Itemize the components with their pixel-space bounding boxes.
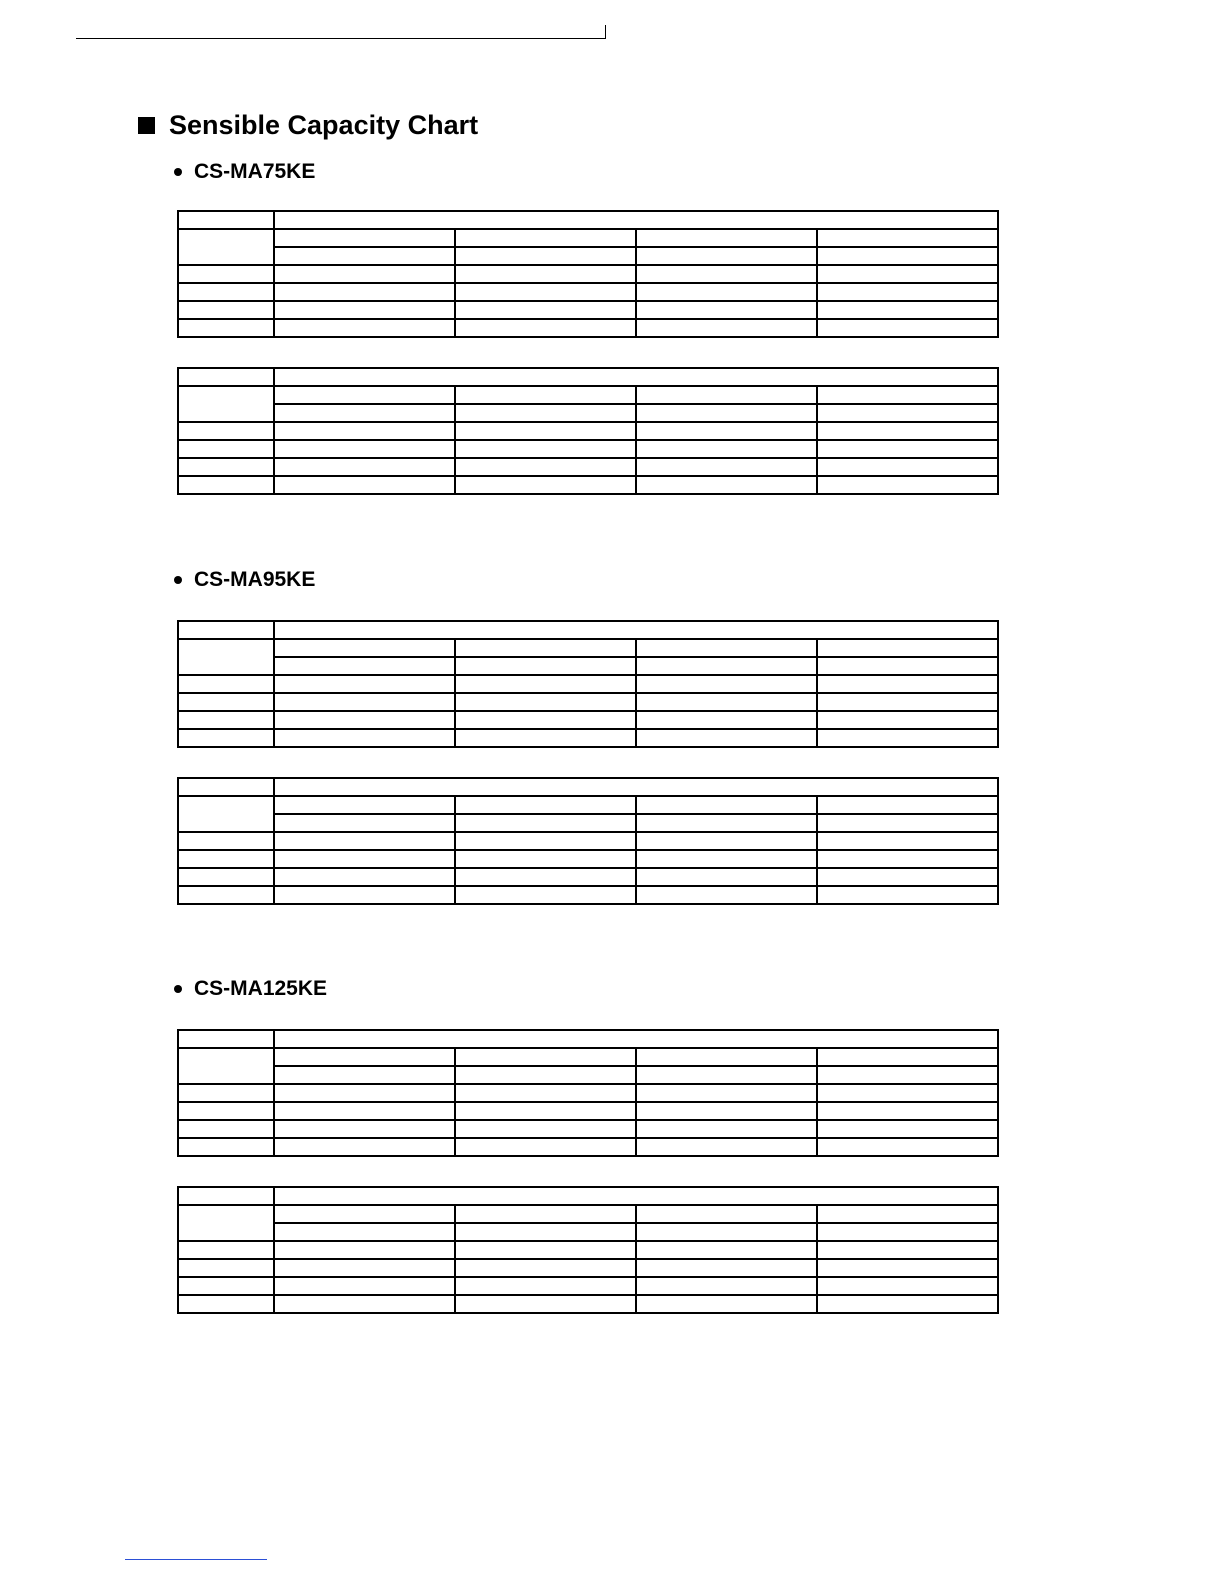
table-row bbox=[178, 422, 998, 440]
table-cell bbox=[178, 868, 274, 886]
header-tick bbox=[605, 25, 606, 38]
table-cell bbox=[455, 458, 636, 476]
table-cell bbox=[817, 1241, 998, 1259]
table-cell bbox=[274, 868, 455, 886]
bullet-dot-icon bbox=[174, 985, 182, 993]
table-cell bbox=[178, 368, 274, 386]
table-row bbox=[178, 1102, 998, 1120]
table-cell bbox=[178, 1241, 274, 1259]
table-cell bbox=[274, 693, 455, 711]
table-cell bbox=[274, 458, 455, 476]
table-row bbox=[178, 1048, 998, 1066]
table-cell bbox=[636, 639, 817, 657]
table-row bbox=[178, 1259, 998, 1277]
table-cell bbox=[817, 319, 998, 337]
table-cell bbox=[817, 729, 998, 747]
table-cell bbox=[455, 886, 636, 904]
table-cell bbox=[636, 386, 817, 404]
model-heading-1 bbox=[174, 158, 315, 186]
table-cell bbox=[274, 1102, 455, 1120]
header-rule bbox=[76, 38, 606, 39]
table-cell bbox=[178, 440, 274, 458]
table-row bbox=[178, 211, 998, 229]
table-cell bbox=[274, 1277, 455, 1295]
table-cell bbox=[178, 675, 274, 693]
table-cell bbox=[274, 639, 455, 657]
table-cell bbox=[455, 1066, 636, 1084]
table-cell bbox=[274, 1205, 455, 1223]
table-cell bbox=[817, 404, 998, 422]
table-header-cell bbox=[274, 778, 998, 796]
table-cell bbox=[455, 1120, 636, 1138]
table-row bbox=[178, 1187, 998, 1205]
table-cell bbox=[274, 1084, 455, 1102]
table-cell bbox=[274, 1066, 455, 1084]
table-cell bbox=[274, 1120, 455, 1138]
table-cell bbox=[455, 729, 636, 747]
table-cell bbox=[455, 301, 636, 319]
table-cell bbox=[636, 229, 817, 247]
table-cell bbox=[636, 1048, 817, 1066]
table-row bbox=[178, 1223, 998, 1241]
table-cell bbox=[455, 1205, 636, 1223]
table-cell bbox=[178, 1138, 274, 1156]
table-cell bbox=[455, 1084, 636, 1102]
table-row bbox=[178, 778, 998, 796]
table-cell bbox=[178, 265, 274, 283]
table-cell bbox=[455, 1102, 636, 1120]
table-cell bbox=[817, 1084, 998, 1102]
footer-link-underline[interactable] bbox=[125, 1559, 267, 1560]
table-cell bbox=[455, 796, 636, 814]
table-cell bbox=[817, 796, 998, 814]
table-row bbox=[178, 1138, 998, 1156]
table-cell bbox=[817, 458, 998, 476]
table-row bbox=[178, 404, 998, 422]
table-cell bbox=[178, 639, 274, 675]
page-title bbox=[138, 108, 478, 142]
table-cell bbox=[178, 1205, 274, 1241]
table-cell bbox=[817, 814, 998, 832]
table-row bbox=[178, 729, 998, 747]
table-cell bbox=[178, 621, 274, 639]
table-cell bbox=[636, 868, 817, 886]
table-cell bbox=[636, 1084, 817, 1102]
table-header-cell bbox=[274, 1030, 998, 1048]
table-cell bbox=[636, 283, 817, 301]
table-cell bbox=[274, 386, 455, 404]
table-cell bbox=[274, 283, 455, 301]
table-cell bbox=[817, 1223, 998, 1241]
table-cell bbox=[817, 711, 998, 729]
table-cell bbox=[817, 1138, 998, 1156]
table-cell bbox=[636, 247, 817, 265]
table-cell bbox=[455, 422, 636, 440]
table-cell bbox=[817, 422, 998, 440]
table-cell bbox=[178, 1084, 274, 1102]
table-header-cell bbox=[274, 211, 998, 229]
table-cell bbox=[274, 476, 455, 494]
table-row bbox=[178, 1120, 998, 1138]
table-cell bbox=[636, 1259, 817, 1277]
table-cell bbox=[636, 458, 817, 476]
table-cell bbox=[636, 1138, 817, 1156]
table-cell bbox=[178, 1259, 274, 1277]
table-cell bbox=[817, 1102, 998, 1120]
table-cell bbox=[636, 1295, 817, 1313]
table-cell bbox=[274, 1241, 455, 1259]
table-cell bbox=[636, 1120, 817, 1138]
table-cell bbox=[274, 675, 455, 693]
table-cell bbox=[636, 265, 817, 283]
table-cell bbox=[274, 814, 455, 832]
table-cell bbox=[455, 639, 636, 657]
table-row bbox=[178, 1295, 998, 1313]
table-cell bbox=[636, 1066, 817, 1084]
table-cell bbox=[274, 404, 455, 422]
table-cell bbox=[178, 796, 274, 832]
table-cell bbox=[455, 404, 636, 422]
table-cell bbox=[817, 1259, 998, 1277]
table-cell bbox=[636, 1241, 817, 1259]
table-cell bbox=[817, 1066, 998, 1084]
table-cell bbox=[274, 422, 455, 440]
table-row bbox=[178, 675, 998, 693]
bullet-dot-icon bbox=[174, 576, 182, 584]
table-cell bbox=[455, 265, 636, 283]
table-cell bbox=[817, 657, 998, 675]
table-cell bbox=[274, 265, 455, 283]
table-cell bbox=[817, 1295, 998, 1313]
table-cell bbox=[817, 639, 998, 657]
table-cell bbox=[636, 832, 817, 850]
table-row bbox=[178, 247, 998, 265]
table-cell bbox=[817, 440, 998, 458]
table-cell bbox=[178, 711, 274, 729]
table-row bbox=[178, 1030, 998, 1048]
model-name: CS-MA125KE bbox=[194, 977, 328, 1000]
table-cell bbox=[455, 1295, 636, 1313]
model-heading-3 bbox=[174, 975, 327, 1003]
table-cell bbox=[178, 886, 274, 904]
table-cell bbox=[274, 729, 455, 747]
table-cell bbox=[817, 832, 998, 850]
table-cell bbox=[636, 711, 817, 729]
table-cell bbox=[636, 440, 817, 458]
table-cell bbox=[274, 319, 455, 337]
table-cell bbox=[817, 868, 998, 886]
table-row bbox=[178, 476, 998, 494]
table-row bbox=[178, 1066, 998, 1084]
bullet-dot-icon bbox=[174, 168, 182, 176]
table-cell bbox=[455, 1277, 636, 1295]
table-row bbox=[178, 639, 998, 657]
table-cell bbox=[636, 301, 817, 319]
table-header-cell bbox=[274, 1187, 998, 1205]
table-cell bbox=[817, 1120, 998, 1138]
table-cell bbox=[636, 796, 817, 814]
table-cell bbox=[636, 1277, 817, 1295]
table-cell bbox=[274, 301, 455, 319]
table-cell bbox=[455, 711, 636, 729]
model-name: CS-MA95KE bbox=[194, 568, 316, 591]
table-cell bbox=[455, 868, 636, 886]
table-cell bbox=[178, 283, 274, 301]
table-cell bbox=[455, 814, 636, 832]
table-row bbox=[178, 711, 998, 729]
table-cell bbox=[274, 832, 455, 850]
table-cell bbox=[455, 440, 636, 458]
table-cell bbox=[178, 1048, 274, 1084]
table-cell bbox=[455, 850, 636, 868]
table-cell bbox=[455, 476, 636, 494]
table-cell bbox=[178, 476, 274, 494]
table-row bbox=[178, 1241, 998, 1259]
table-cell bbox=[817, 675, 998, 693]
table-cell bbox=[178, 301, 274, 319]
table-cell bbox=[178, 850, 274, 868]
table-cell bbox=[274, 440, 455, 458]
table-cell bbox=[178, 458, 274, 476]
table-cell bbox=[178, 1277, 274, 1295]
table-cell bbox=[817, 850, 998, 868]
table-cell bbox=[455, 229, 636, 247]
table-cell bbox=[274, 1048, 455, 1066]
table-cell bbox=[455, 1138, 636, 1156]
table-cell bbox=[455, 675, 636, 693]
table-cell bbox=[817, 265, 998, 283]
table-cell bbox=[274, 229, 455, 247]
table-row bbox=[178, 386, 998, 404]
table-cell bbox=[178, 211, 274, 229]
table-cell bbox=[178, 1102, 274, 1120]
table-cell bbox=[455, 1241, 636, 1259]
table-cell bbox=[274, 247, 455, 265]
table-cell bbox=[178, 693, 274, 711]
table-cell bbox=[274, 1223, 455, 1241]
square-bullet-icon bbox=[138, 117, 155, 134]
table-row bbox=[178, 368, 998, 386]
table-row bbox=[178, 796, 998, 814]
table-cell bbox=[178, 1187, 274, 1205]
table-cell bbox=[274, 1295, 455, 1313]
table-cell bbox=[636, 693, 817, 711]
table-cell bbox=[455, 693, 636, 711]
table-cell bbox=[636, 657, 817, 675]
table-cell bbox=[817, 283, 998, 301]
table-cell bbox=[178, 1295, 274, 1313]
table-cell bbox=[178, 1120, 274, 1138]
table-cell bbox=[455, 319, 636, 337]
table-cell bbox=[817, 386, 998, 404]
capacity-table bbox=[177, 620, 999, 748]
table-cell bbox=[178, 229, 274, 265]
table-cell bbox=[636, 422, 817, 440]
table-cell bbox=[178, 422, 274, 440]
table-row bbox=[178, 1084, 998, 1102]
table-row bbox=[178, 283, 998, 301]
table-cell bbox=[455, 283, 636, 301]
table-cell bbox=[455, 247, 636, 265]
table-row bbox=[178, 265, 998, 283]
table-row bbox=[178, 458, 998, 476]
table-row bbox=[178, 301, 998, 319]
table-cell bbox=[636, 319, 817, 337]
capacity-table bbox=[177, 367, 999, 495]
table-cell bbox=[636, 404, 817, 422]
table-cell bbox=[636, 729, 817, 747]
table-cell bbox=[274, 850, 455, 868]
table-cell bbox=[455, 1223, 636, 1241]
table-cell bbox=[636, 476, 817, 494]
table-row bbox=[178, 1277, 998, 1295]
table-cell bbox=[636, 850, 817, 868]
table-cell bbox=[455, 1259, 636, 1277]
table-cell bbox=[636, 886, 817, 904]
capacity-table bbox=[177, 1186, 999, 1314]
table-cell bbox=[636, 814, 817, 832]
table-cell bbox=[178, 1030, 274, 1048]
table-row bbox=[178, 1205, 998, 1223]
table-cell bbox=[817, 301, 998, 319]
page-title-text: Sensible Capacity Chart bbox=[169, 109, 479, 140]
table-row bbox=[178, 440, 998, 458]
table-row bbox=[178, 621, 998, 639]
table-row bbox=[178, 657, 998, 675]
table-cell bbox=[817, 693, 998, 711]
capacity-table bbox=[177, 210, 999, 338]
table-row bbox=[178, 886, 998, 904]
table-row bbox=[178, 832, 998, 850]
table-row bbox=[178, 868, 998, 886]
table-cell bbox=[817, 886, 998, 904]
table-cell bbox=[817, 247, 998, 265]
table-cell bbox=[178, 386, 274, 422]
table-row bbox=[178, 319, 998, 337]
table-cell bbox=[455, 832, 636, 850]
table-row bbox=[178, 814, 998, 832]
table-row bbox=[178, 693, 998, 711]
table-cell bbox=[178, 778, 274, 796]
capacity-table bbox=[177, 777, 999, 905]
table-row bbox=[178, 229, 998, 247]
table-header-cell bbox=[274, 368, 998, 386]
table-cell bbox=[817, 476, 998, 494]
model-name: CS-MA75KE bbox=[194, 160, 316, 183]
table-cell bbox=[817, 1205, 998, 1223]
table-cell bbox=[636, 1102, 817, 1120]
table-cell bbox=[274, 1259, 455, 1277]
table-cell bbox=[178, 319, 274, 337]
table-cell bbox=[636, 1223, 817, 1241]
table-cell bbox=[817, 1277, 998, 1295]
table-header-cell bbox=[274, 621, 998, 639]
capacity-table bbox=[177, 1029, 999, 1157]
table-cell bbox=[455, 657, 636, 675]
table-cell bbox=[274, 1138, 455, 1156]
table-cell bbox=[817, 229, 998, 247]
table-row bbox=[178, 850, 998, 868]
table-cell bbox=[636, 1205, 817, 1223]
table-cell bbox=[274, 886, 455, 904]
table-cell bbox=[636, 675, 817, 693]
table-cell bbox=[455, 1048, 636, 1066]
table-cell bbox=[817, 1048, 998, 1066]
table-cell bbox=[178, 729, 274, 747]
table-cell bbox=[274, 657, 455, 675]
table-cell bbox=[455, 386, 636, 404]
model-heading-2 bbox=[174, 566, 315, 594]
table-cell bbox=[274, 796, 455, 814]
table-cell bbox=[274, 711, 455, 729]
table-cell bbox=[178, 832, 274, 850]
